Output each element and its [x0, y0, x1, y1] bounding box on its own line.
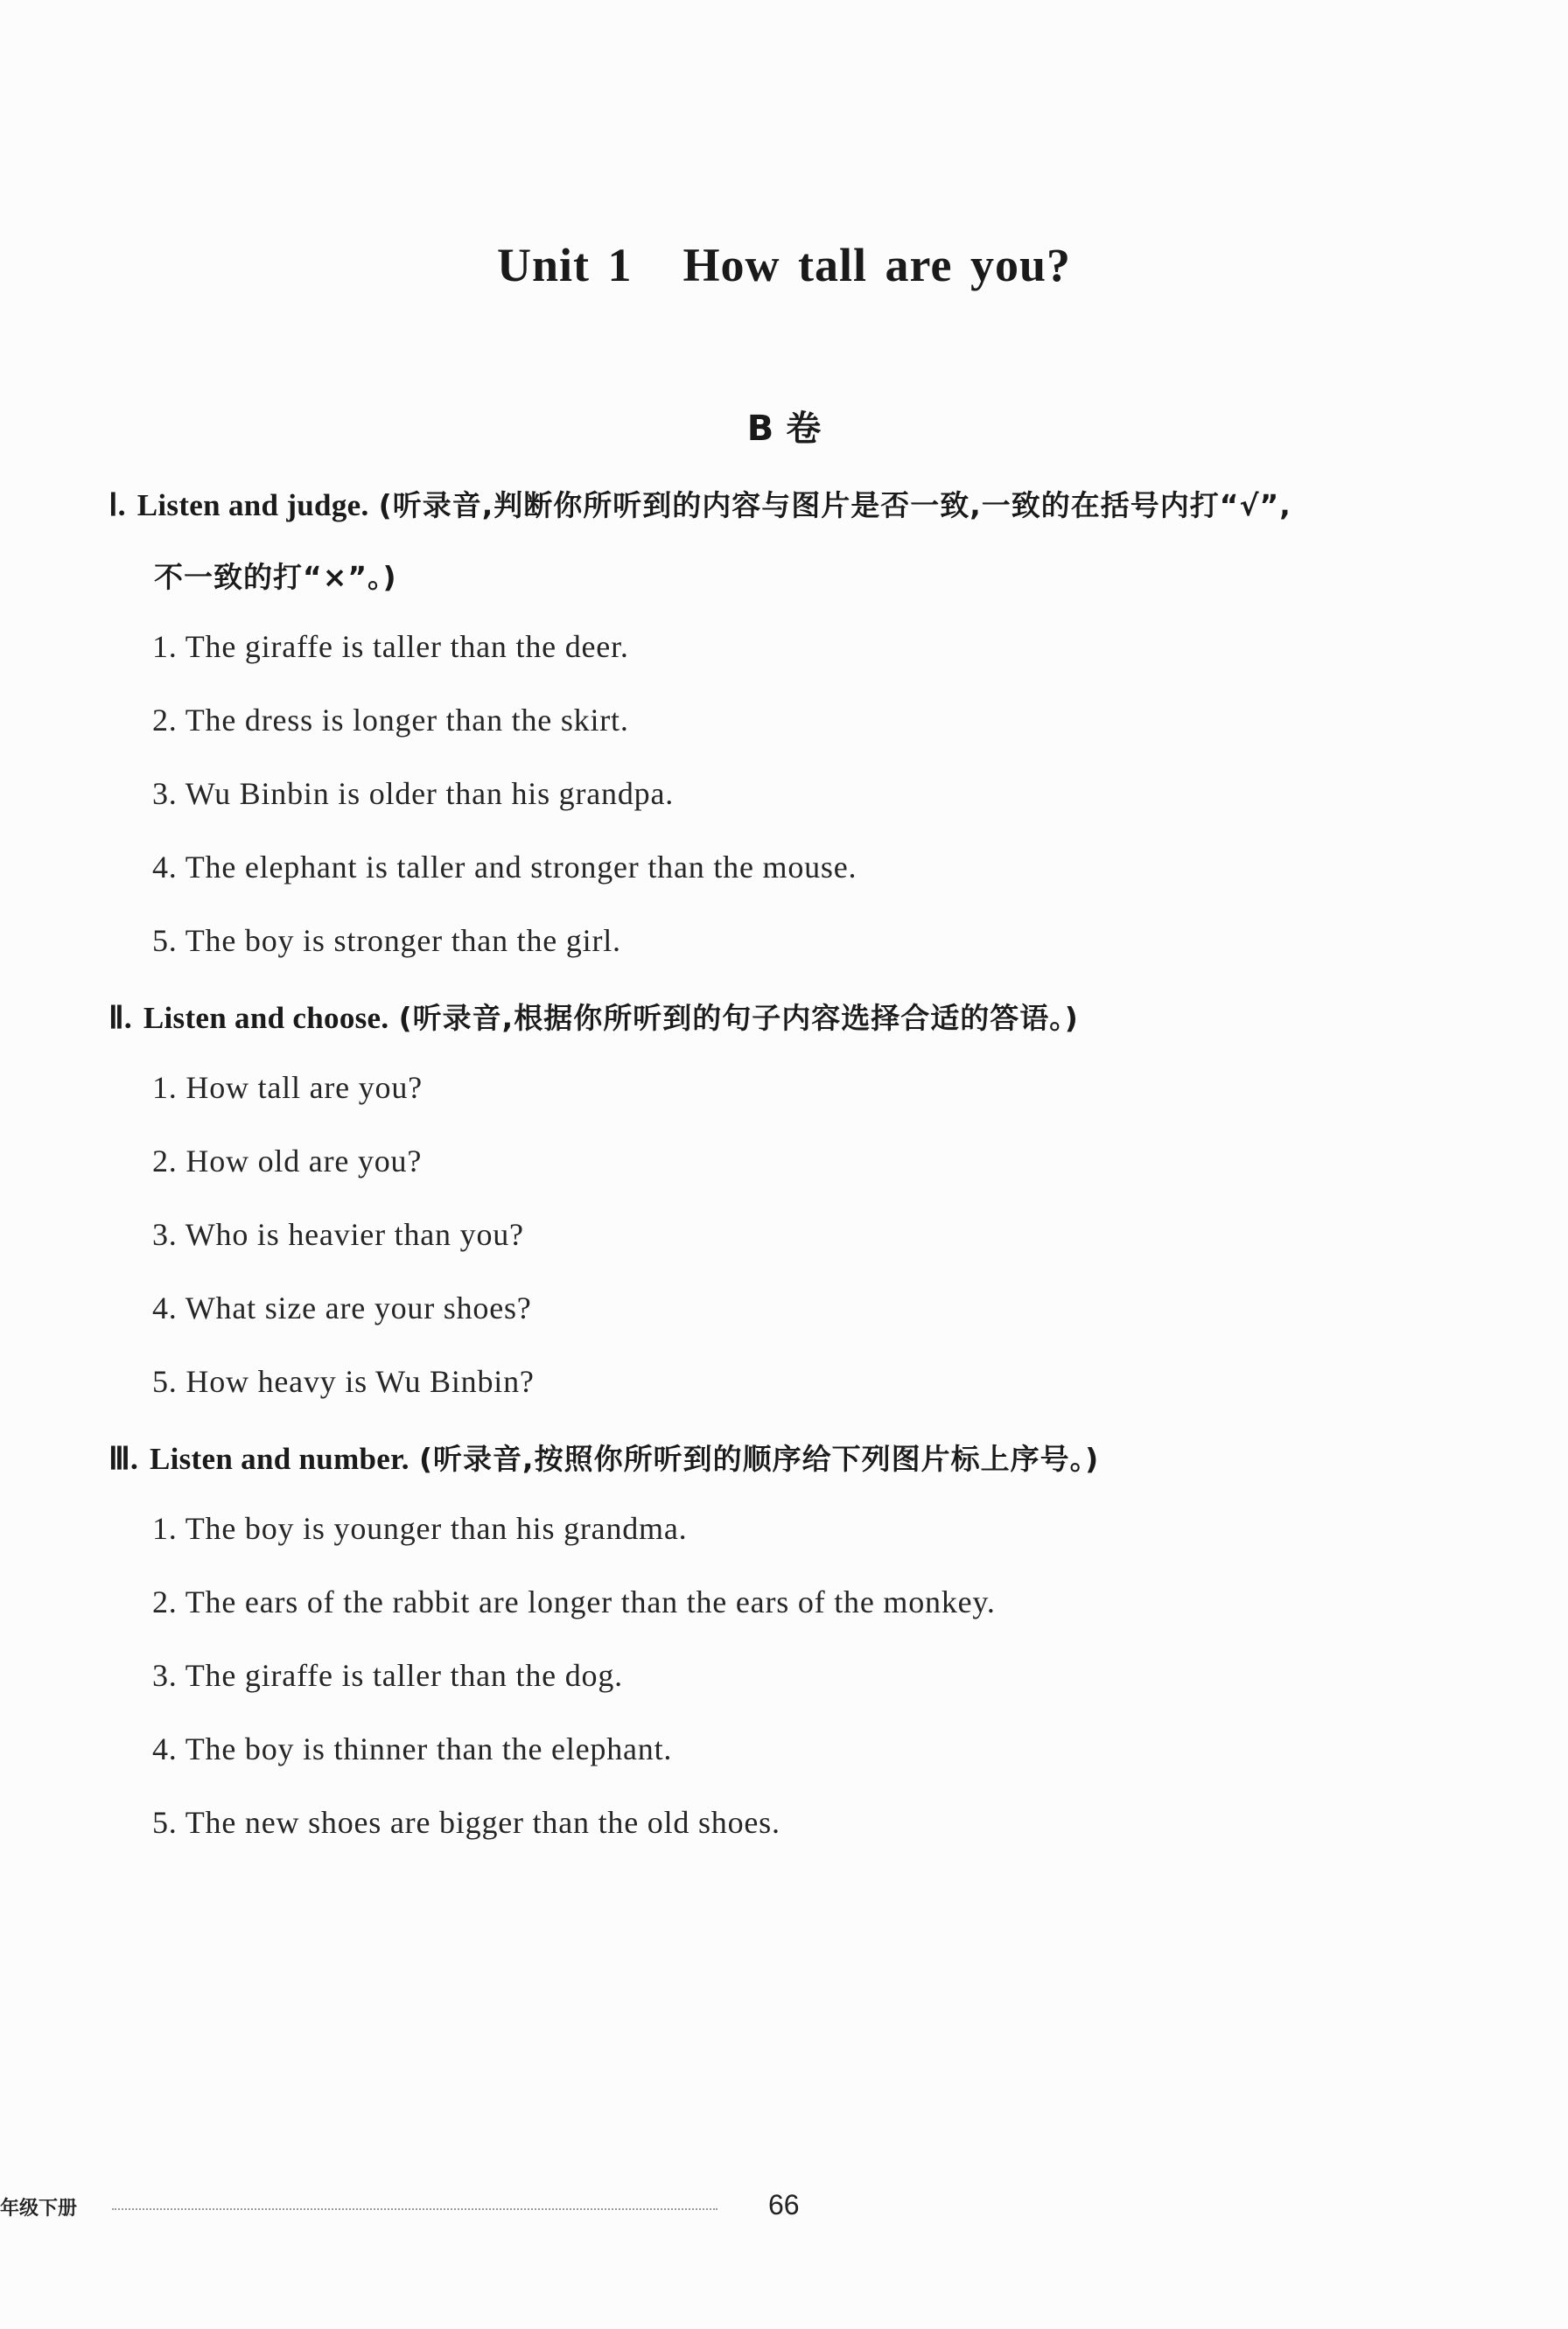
section-2-heading	[108, 996, 1079, 1037]
list-item: 1. The boy is younger than his grandma.	[152, 1511, 688, 1546]
section-number: Ⅰ.	[108, 487, 126, 522]
list-item: 4. The boy is thinner than the elephant.	[152, 1731, 673, 1766]
list-item: 2. How old are you?	[152, 1144, 423, 1178]
list-item: 1. The giraffe is taller than the deer.	[152, 629, 629, 664]
list-item: 5. How heavy is Wu Binbin?	[152, 1364, 535, 1399]
section-1-instruction-continued: 不一致的打“×”。)	[154, 560, 397, 594]
section-instruction-en: Listen and number.	[149, 1442, 410, 1476]
unit-name: How tall are you?	[682, 239, 1071, 291]
unit-label: Unit 1	[497, 239, 633, 291]
list-item: 3. The giraffe is taller than the dog.	[152, 1658, 623, 1693]
list-item: 5. The new shoes are bigger than the old shoes.	[152, 1805, 780, 1840]
list-item: 4. What size are your shoes?	[152, 1290, 532, 1325]
section-instruction-cn: (听录音,按照你所听到的顺序给下列图片标上序号。)	[418, 1442, 1100, 1476]
section-instruction-cn: (听录音,判断你所听到的内容与图片是否一致,一致的在括号内打“√”,	[378, 488, 1292, 522]
list-item: 1. How tall are you?	[152, 1070, 423, 1105]
paper-label: B 卷	[746, 409, 822, 449]
list-item: 5. The boy is stronger than the girl.	[152, 923, 621, 958]
page-number: 66	[768, 2189, 800, 2221]
section-number: Ⅱ.	[108, 1000, 132, 1035]
section-number: Ⅲ.	[108, 1441, 138, 1476]
list-item: 2. The ears of the rabbit are longer than the ears of the monkey.	[152, 1584, 996, 1619]
section-instruction-cn: (听录音,根据你所听到的句子内容选择合适的答语。)	[398, 1001, 1079, 1035]
section-instruction-en: Listen and choose.	[143, 1001, 389, 1035]
list-item: 4. The elephant is taller and stronger than the mouse.	[152, 850, 858, 885]
list-item: 2. The dress is longer than the skirt.	[152, 703, 629, 738]
section-1-heading	[108, 483, 1292, 524]
section-instruction-en: Listen and judge.	[136, 488, 369, 522]
footer-book-label: 年级下册	[0, 2198, 78, 2220]
page-title	[0, 238, 1568, 292]
list-item: 3. Who is heavier than you?	[152, 1217, 524, 1252]
footer-dotted-rule	[112, 2208, 718, 2210]
section-3-heading	[108, 1437, 1099, 1478]
list-item: 3. Wu Binbin is older than his grandpa.	[152, 776, 675, 811]
